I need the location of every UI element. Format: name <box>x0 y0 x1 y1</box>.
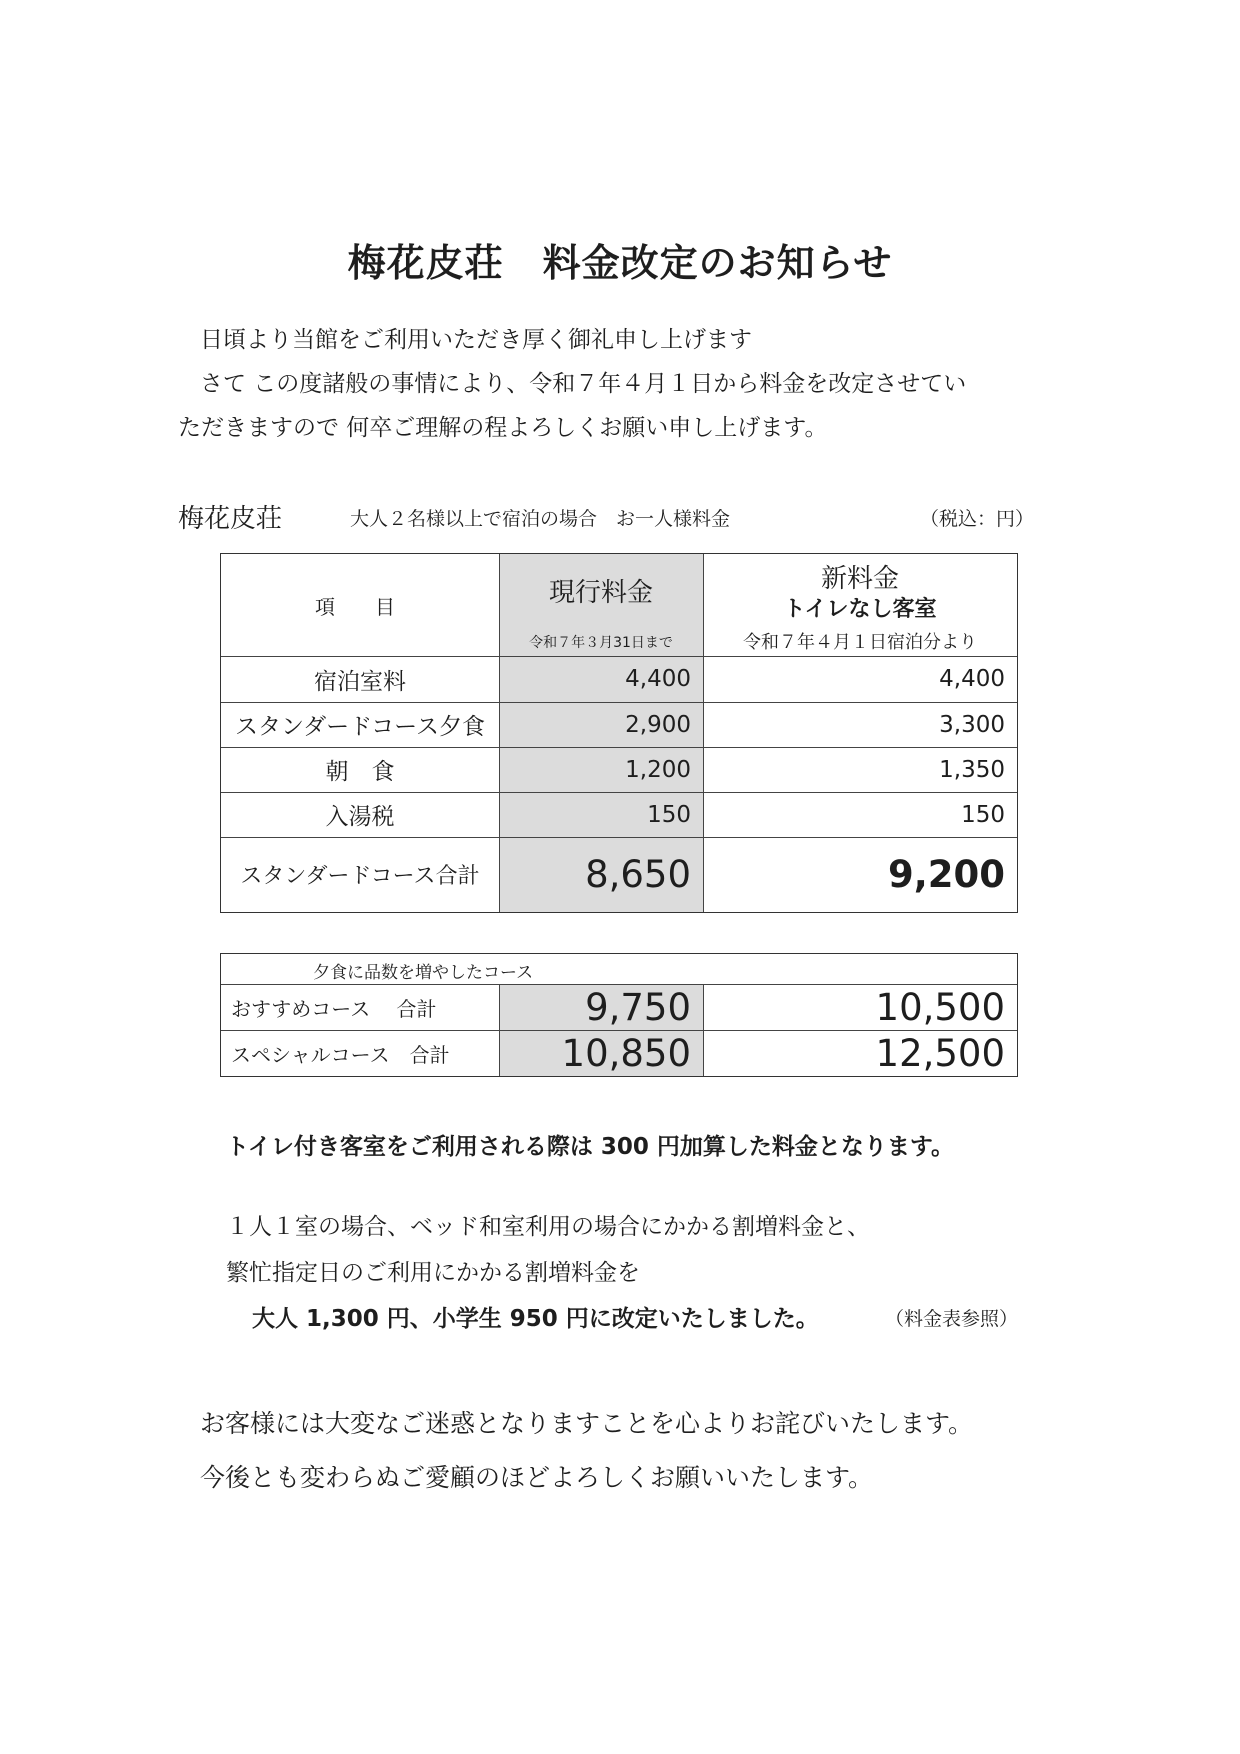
intro-line-2: さて この度諸般の事情により、令和７年４月１日から料金を改定させてい <box>200 371 967 397</box>
surcharge-line-2: 繁忙指定日のご利用にかかる割増料金を <box>226 1260 640 1286</box>
header-new-price: 新料金 <box>820 564 899 594</box>
closing-line-1: お客様には大変なご迷惑となりますことを心よりお詫びいたします。 <box>200 1409 974 1438</box>
header-current-price: 現行料金 <box>548 578 653 608</box>
course-row-label: スペシャルコース 合計 <box>231 1042 450 1067</box>
table-row-label: スタンダードコース夕食 <box>234 714 485 740</box>
table-row-label: 宿泊室料 <box>314 668 406 695</box>
course-row-new: 10,500 <box>875 985 1005 1029</box>
page-title: 梅花皮荘 料金改定のお知らせ <box>347 241 893 285</box>
table-row-current: 4,400 <box>625 666 691 692</box>
surcharge-reference: （料金表参照） <box>885 1308 1019 1330</box>
total-new: 9,200 <box>887 853 1005 896</box>
inn-name: 梅花皮荘 <box>178 504 283 534</box>
course-table <box>220 953 1018 1077</box>
header-current-date: 令和７年３月31日まで <box>529 635 673 651</box>
course-table-heading: 夕食に品数を増やしたコース <box>313 963 534 983</box>
course-row-new: 12,500 <box>875 1031 1005 1075</box>
table-row-label: 朝 食 <box>325 759 395 785</box>
closing-line-2: 今後とも変わらぬご愛顧のほどよろしくお願いいたします。 <box>200 1463 874 1492</box>
price-condition: 大人２名様以上で宿泊の場合 お一人様料金 <box>350 508 731 530</box>
header-new-date: 令和７年４月１日宿泊分より <box>743 632 977 653</box>
course-row-label: おすすめコース 合計 <box>231 996 437 1021</box>
course-row-current: 9,750 <box>585 985 691 1029</box>
total-current: 8,650 <box>585 853 691 896</box>
total-label: スタンダードコース合計 <box>240 864 480 889</box>
table-row-new: 4,400 <box>939 666 1005 692</box>
table-row-current: 1,200 <box>625 756 691 783</box>
tax-note: （税込：円） <box>920 508 1035 530</box>
toilet-room-notice: トイレ付き客室をご利用される際は 300 円加算した料金となります。 <box>226 1134 955 1160</box>
header-item: 項 目 <box>315 594 405 619</box>
course-row-current: 10,850 <box>561 1031 691 1075</box>
table-row-new: 3,300 <box>939 711 1005 738</box>
table-row-new: 1,350 <box>939 756 1005 783</box>
table-row-new: 150 <box>961 801 1005 828</box>
table-row-current: 150 <box>647 801 691 828</box>
intro-line-3: ただきますので 何卒ご理解の程よろしくお願い申し上げます。 <box>178 415 828 441</box>
surcharge-line-1: １人１室の場合、ベッド和室利用の場合にかかる割増料金と、 <box>226 1214 870 1240</box>
surcharge-line-3: 大人 1,300 円、小学生 950 円に改定いたしました。 <box>252 1306 819 1332</box>
intro-line-1: 日頃より当館をご利用いただき厚く御礼申し上げます <box>200 327 752 353</box>
header-new-room-type: トイレなし客室 <box>783 597 937 622</box>
table-row-label: 入湯税 <box>325 804 395 830</box>
price-table <box>220 553 1018 913</box>
table-row-current: 2,900 <box>625 711 691 738</box>
